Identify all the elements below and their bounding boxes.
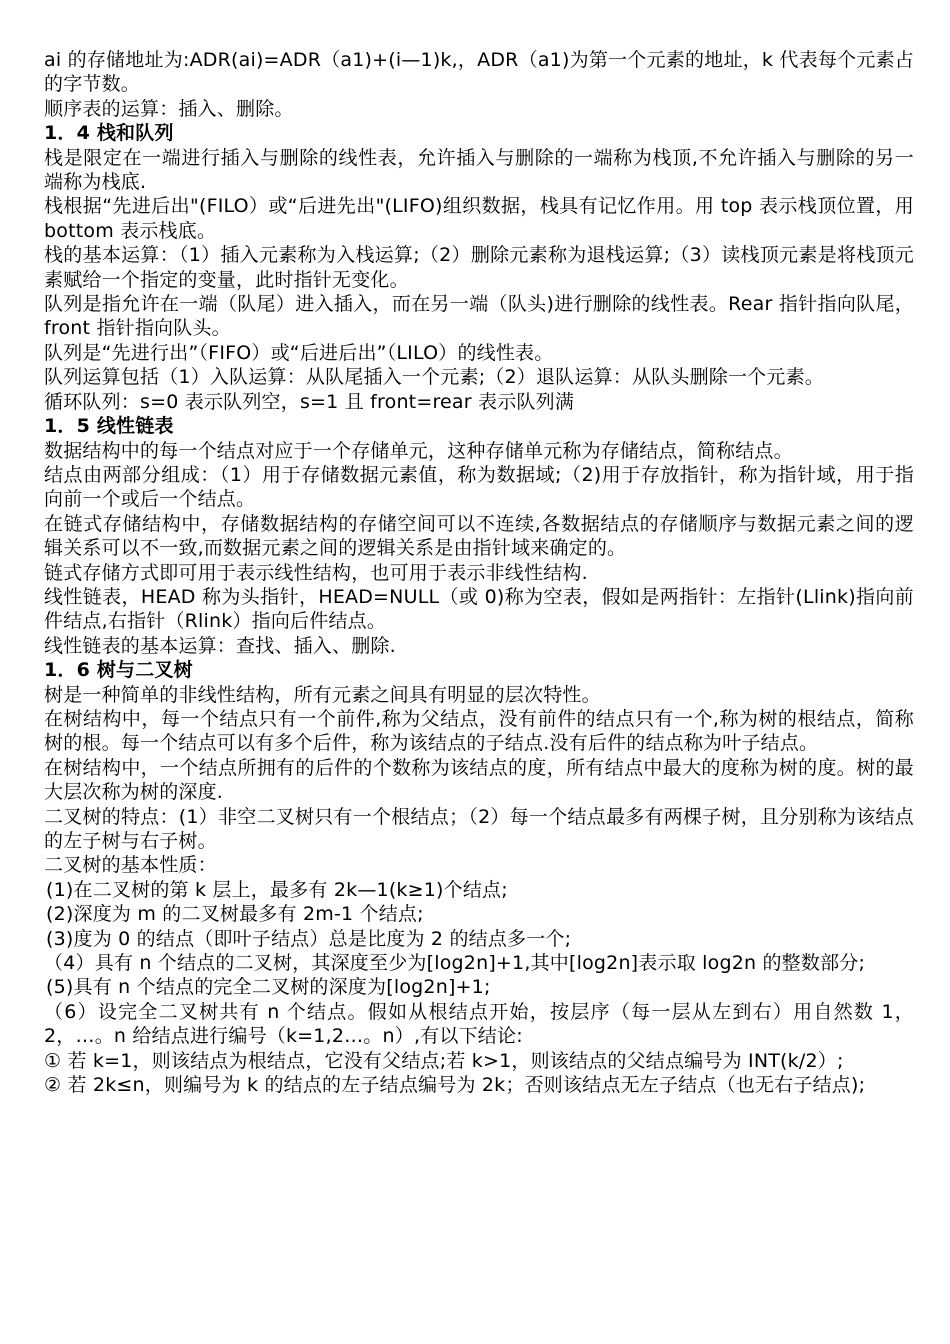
list-item-property-6: （6）设完全二叉树共有 n 个结点。假如从根结点开始，按层序（每一层从左到右）用自然数 1，2，…。n 给结点进行编号（k=1,2…。n）,有以下结论: [44, 1000, 914, 1048]
document-page [44, 48, 914, 1097]
paragraph-node-parts: 结点由两部分组成：（1）用于存储数据元素值，称为数据域;（2)用于存放指针，称为指针域，用于指向前一个或后一个结点。 [44, 463, 914, 511]
paragraph-binary-tree-features: 二叉树的特点：(1）非空二叉树只有一个根结点；（2）每一个结点最多有两棵子树，且分别称为该结点的左子树与右子树。 [44, 805, 914, 852]
paragraph-circular-queue: 循环队列：s=0 表示队列空，s=1 且 front=rear 表示队列满 [44, 390, 575, 413]
list-item-property-2: (2)深度为 m 的二叉树最多有 2m-1 个结点; [46, 903, 424, 926]
paragraph-queue-ops: 队列运算包括（1）入队运算：从队尾插入一个元素;（2）退队运算：从队头删除一个元素。 [44, 366, 824, 389]
list-item-conclusion-2: ② 若 2k≤n，则编号为 k 的结点的左子结点编号为 2k；否则该结点无左子结点（也无右子结点); [44, 1074, 866, 1097]
paragraph-stack-ops: 栈的基本运算：（1）插入元素称为入栈运算;（2）删除元素称为退栈运算;（3）读栈顶元素是将栈顶元素赋给一个指定的变量，此时指针无变化。 [44, 244, 914, 291]
paragraph-queue-fifo: 队列是“先进行出”（FIFO）或“后进后出”（LILO）的线性表。 [44, 341, 554, 364]
paragraph-queue-definition: 队列是指允许在一端（队尾）进入插入，而在另一端（队头)进行删除的线性表。Rear 指针指向队尾，front 指针指向队头。 [44, 293, 914, 340]
paragraph-tree-degree: 在树结构中，一个结点所拥有的后件的个数称为该结点的度，所有结点中最大的度称为树的度。树的最大层次称为树的深度. [44, 756, 914, 804]
paragraph-stack-definition: 栈是限定在一端进行插入与删除的线性表，允许插入与删除的一端称为栈顶,不允许插入与删除的另一端称为栈底. [44, 146, 914, 194]
paragraph-head-pointer: 线性链表，HEAD 称为头指针，HEAD=NULL（或 0)称为空表，假如是两指针：左指针(Llink)指向前件结点,右指针（Rlink）指向后件结点。 [44, 585, 914, 633]
list-item-property-1: (1)在二叉树的第 k 层上，最多有 2k—1(k≥1)个结点; [46, 878, 508, 901]
paragraph-tree-nodes: 在树结构中，每一个结点只有一个前件,称为父结点，没有前件的结点只有一个,称为树的根结点，简称树的根。每一个结点可以有多个后件，称为该结点的子结点.没有后件的结点称为叶子结点。 [44, 707, 914, 755]
list-item-property-4: （4）具有 n 个结点的二叉树，其深度至少为[log2n]+1,其中[log2n]表示取 log2n 的整数部分; [44, 952, 866, 975]
list-item-property-3: (3)度为 0 的结点（即叶子结点）总是比度为 2 的结点多一个; [46, 927, 572, 950]
section-heading-1-6: 1．6 树与二叉树 [44, 659, 193, 682]
paragraph-stack-lifo: 栈根据“先进后出"(FILO）或“后进先出"(LIFO)组织数据，栈具有记忆作用。用 top 表示栈顶位置，用 bottom 表示栈底。 [44, 195, 914, 242]
paragraph-linked-usage: 链式存储方式即可用于表示线性结构，也可用于表示非线性结构. [44, 561, 588, 584]
paragraph-storage-address: ai 的存储地址为:ADR(ai)=ADR（a1)+(i—1)k,，ADR（a1)为第一个元素的地址，k 代表每个元素占的字节数。 [44, 49, 914, 96]
paragraph-storage-node: 数据结构中的每一个结点对应于一个存储单元，这种存储单元称为存储结点，简称结点。 [44, 439, 793, 462]
paragraph-binary-tree-properties: 二叉树的基本性质： [44, 854, 217, 877]
paragraph-linked-storage: 在链式存储结构中，存储数据结构的存储空间可以不连续,各数据结点的存储顺序与数据元素之间的逻辑关系可以不一致,而数据元素之间的逻辑关系是由指针域来确定的。 [44, 512, 914, 560]
paragraph-linked-ops: 线性链表的基本运算：查找、插入、删除. [44, 634, 396, 657]
section-heading-1-5: 1．5 线性链表 [44, 415, 174, 438]
paragraph-sequential-ops: 顺序表的运算：插入、删除。 [44, 97, 294, 120]
paragraph-tree-definition: 树是一种简单的非线性结构，所有元素之间具有明显的层次特性。 [44, 683, 601, 706]
section-heading-1-4: 1．4 栈和队列 [44, 122, 174, 145]
list-item-conclusion-1: ① 若 k=1，则该结点为根结点，它没有父结点;若 k>1，则该结点的父结点编号为 INT(k/2）; [44, 1049, 844, 1072]
list-item-property-5: (5)具有 n 个结点的完全二叉树的深度为[log2n]+1; [46, 976, 491, 999]
